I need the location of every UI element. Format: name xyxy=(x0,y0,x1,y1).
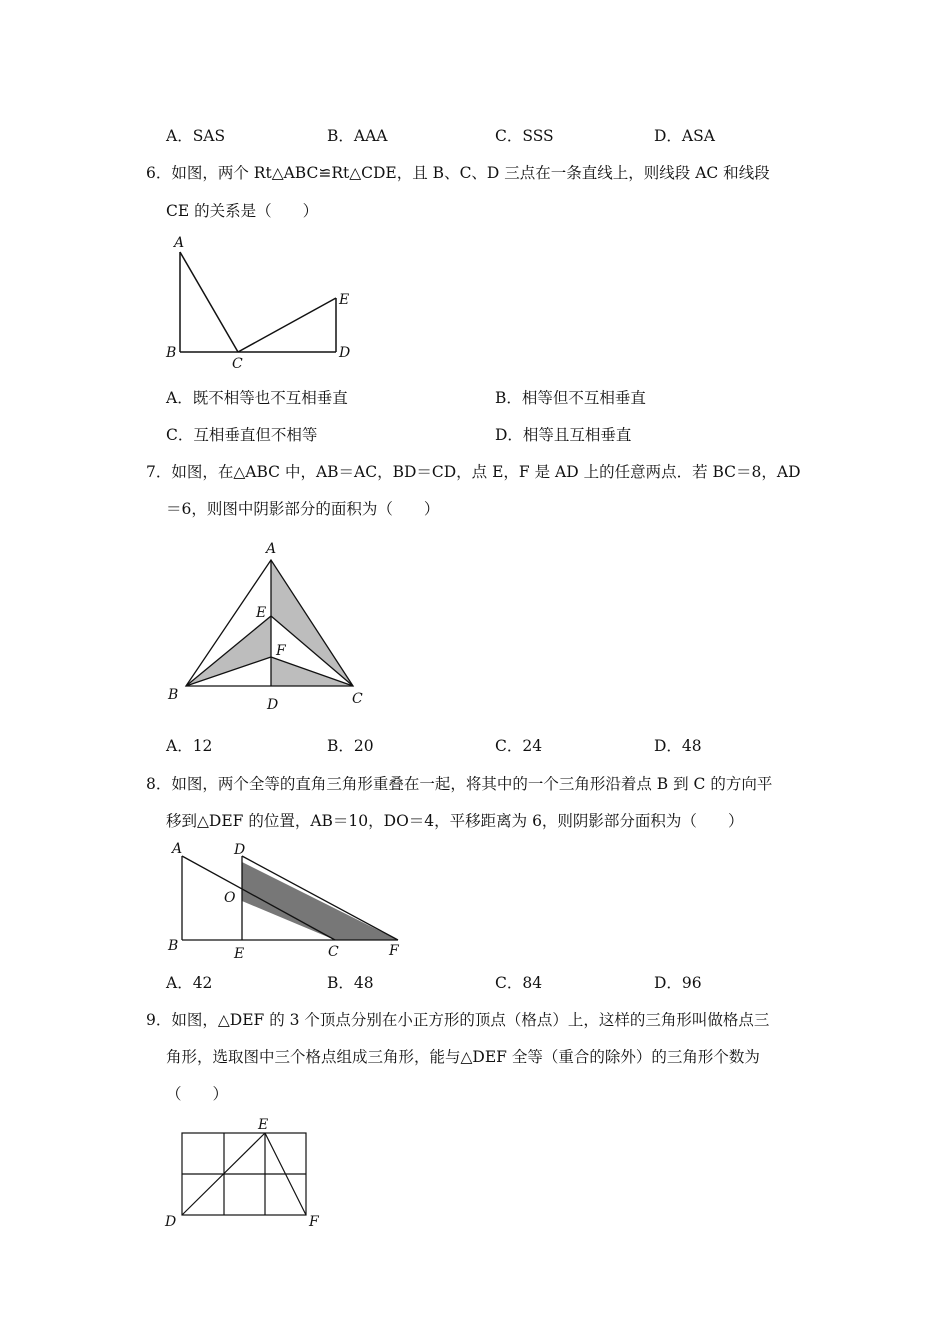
q6-label-d: D xyxy=(339,345,351,361)
q8-option-c: C．84 xyxy=(495,974,543,992)
q9-stem-line3: （ ） xyxy=(166,1085,229,1103)
q6-option-a: A．既不相等也不互相垂直 xyxy=(166,389,348,407)
q7-label-c: C xyxy=(352,691,363,707)
q7-option-c: C．24 xyxy=(495,737,543,755)
q7-label-b: B xyxy=(168,687,179,703)
q8-figure xyxy=(160,838,420,968)
q6-option-c: C．互相垂直但不相等 xyxy=(166,426,318,444)
q5-option-a: A．SAS xyxy=(166,127,226,145)
q9-label-d: D xyxy=(165,1214,177,1230)
q7-label-a: A xyxy=(266,541,277,557)
q9-label-e: E xyxy=(258,1117,269,1133)
q8-label-c: C xyxy=(328,944,339,960)
q7-label-d: D xyxy=(267,697,279,713)
q8-stem-line1: 8．如图，两个全等的直角三角形重叠在一起，将其中的一个三角形沿着点 B 到 C 的方向平 xyxy=(146,775,773,793)
q8-option-b: B．48 xyxy=(327,974,374,992)
q6-label-c: C xyxy=(232,356,243,372)
q8-option-d: D．96 xyxy=(654,974,702,992)
q8-option-a: A．42 xyxy=(166,974,213,992)
q8-label-e: E xyxy=(234,946,245,962)
q7-option-b: B．20 xyxy=(327,737,374,755)
q5-option-d: D．ASA xyxy=(654,127,715,145)
q7-label-f: F xyxy=(276,643,286,659)
q7-stem-line1: 7．如图，在△ABC 中，AB＝AC，BD＝CD，点 E，F 是 AD 上的任意两点．若 BC＝8，AD xyxy=(146,463,801,481)
q5-option-c: C．SSS xyxy=(495,127,554,145)
q6-stem-line1: 6．如图，两个 Rt△ABC≌Rt△CDE，且 B、C、D 三点在一条直线上，则线段 AC 和线段 xyxy=(146,164,770,182)
q9-grid-figure xyxy=(160,1110,340,1235)
q7-label-e: E xyxy=(256,605,267,621)
q6-label-e: E xyxy=(339,292,350,308)
q6-stem-line2: CE 的关系是（ ） xyxy=(166,202,319,220)
q8-label-a: A xyxy=(172,841,183,857)
q8-label-b: B xyxy=(168,938,179,954)
q8-label-o: O xyxy=(224,890,236,906)
q6-figure xyxy=(160,230,370,370)
q8-label-f: F xyxy=(389,943,399,959)
q8-label-d: D xyxy=(234,842,246,858)
q7-stem-line2: ＝6，则图中阴影部分的面积为（ ） xyxy=(166,500,440,518)
q6-option-d: D．相等且互相垂直 xyxy=(495,426,632,444)
q6-option-b: B．相等但不互相垂直 xyxy=(495,389,646,407)
q7-option-a: A．12 xyxy=(166,737,213,755)
q6-label-b: B xyxy=(166,345,177,361)
q8-stem-line2: 移到△DEF 的位置，AB＝10，DO＝4，平移距离为 6，则阴影部分面积为（ ） xyxy=(166,812,744,830)
q5-option-b: B．AAA xyxy=(327,127,388,145)
q6-label-a: A xyxy=(174,235,185,251)
q9-stem-line1: 9．如图，△DEF 的 3 个顶点分别在小正方形的顶点（格点）上，这样的三角形叫做格点三 xyxy=(146,1011,770,1029)
q7-figure xyxy=(160,535,380,715)
q7-option-d: D．48 xyxy=(654,737,702,755)
q9-stem-line2: 角形，选取图中三个格点组成三角形，能与△DEF 全等（重合的除外）的三角形个数为 xyxy=(166,1048,760,1066)
q9-label-f: F xyxy=(309,1214,319,1230)
